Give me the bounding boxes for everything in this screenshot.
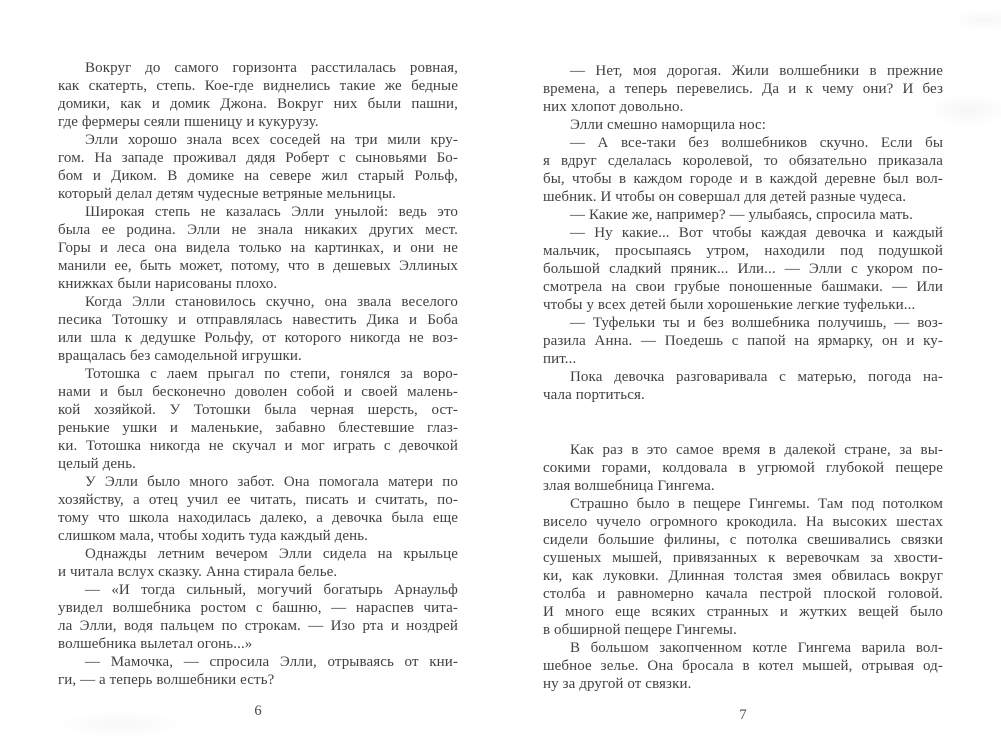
paragraph (58, 131, 458, 203)
text-line: сокими горами, колдовала в угрюмой глубокой пещере (543, 460, 943, 476)
text-line: Элли хорошо знала всех соседей на три мили кру- (85, 132, 458, 148)
text-line: Когда Элли становилось скучно, она звала веселого (85, 294, 458, 310)
text-line: чтобы у всех детей были хорошенькие легкие туфельки... (543, 297, 916, 313)
text-line: большой сладкий пряник... Или... — Элли с укором по- (543, 261, 943, 277)
text-line: разила Анна. — Поедешь с папой на ярмарку, он и ку- (543, 333, 943, 349)
paragraph (58, 59, 458, 131)
text-line: я вдруг сделалась королевой, то обязательно приказала (543, 153, 943, 169)
text-line: шебник. И чтобы он совершал для детей разные чудеса. (543, 189, 907, 205)
text-line: — «И тогда сильный, могучий богатырь Арнаульф (85, 582, 458, 598)
text-line: где фермеры сеяли пшеницу и кукурузу. (58, 114, 319, 130)
text-line: бом и Диком. В домике на севере жил старый Рольф, (58, 168, 458, 184)
text-line: ки. Тотошка никогда не скучал и мог играть с девочкой (58, 438, 458, 454)
page-number-right: 7 (739, 707, 747, 723)
paragraph (58, 293, 458, 365)
text-line: Как раз в это самое время в далекой стране, за вы- (570, 442, 943, 458)
paragraph (543, 441, 943, 495)
paragraph (58, 581, 458, 653)
text-line: была ее родина. Элли не знала никаких других мест. (58, 222, 458, 238)
text-line: вращалась без самодельной игрушки. (58, 348, 302, 364)
page-number-left: 6 (254, 703, 262, 719)
text-line: — Мамочка, — спросила Элли, отрываясь от кни- (85, 654, 458, 670)
paragraph (543, 116, 943, 134)
text-line: висело чучело огромного крокодила. На высоких шестах (543, 514, 943, 530)
text-line: чала портиться. (543, 387, 645, 403)
text-line: бы, чтобы в каждом городе и в каждой деревне был вол- (543, 171, 943, 187)
paragraph (58, 365, 458, 473)
text-line: пит... (543, 351, 577, 367)
text-line: слишком мала, чтобы ходить туда каждый день. (58, 528, 369, 544)
text-line: книжках были нарисованы плохо. (58, 276, 278, 292)
text-line: злая волшебница Гингема. (543, 478, 715, 494)
page-left (58, 59, 458, 720)
text-line: мальчик, просыпаясь утром, находили под подушкой (543, 243, 943, 259)
text-line: — Ну какие... Вот чтобы каждая девочка и каждый (570, 225, 943, 241)
text-line: — Туфельки ты и без волшебника получишь, — воз- (570, 315, 943, 331)
text-line: который делал детям чудесные ветряные мельницы. (58, 186, 396, 202)
text-line: манили ее, быть может, потому, что в дешевых Эллиных (58, 258, 458, 274)
text-line: У Элли было много забот. Она помогала матери по (85, 474, 458, 490)
text-line: Вокруг до самого горизонта расстилалась ровная, (85, 60, 458, 76)
text-line: гом. На западе проживал дядя Роберт с сыновьями Бо- (58, 150, 458, 166)
text-line: в обширной пещере Гингемы. (543, 622, 737, 638)
paragraph (58, 545, 458, 581)
text-line: ла Элли, водя пальцем по строкам. — Изо рта и ноздрей (58, 618, 458, 634)
text-line: Однажды летним вечером Элли сидела на крыльце (85, 546, 458, 562)
text-line: кой хозяйкой. У Тотошки была черная шерсть, ост- (58, 402, 458, 418)
text-line: Тотошка с лаем прыгал по степи, гонялся за воро- (85, 366, 458, 382)
page-left-text (58, 59, 458, 689)
text-line: домики, как и домик Джона. Вокруг них были пашни, (58, 96, 458, 112)
text-line: — А все-таки без волшебников скучно. Если бы (570, 135, 943, 151)
paragraph (543, 206, 943, 224)
paragraph (543, 495, 943, 639)
text-line: времена, а теперь перевелись. Да и к чему они? И без (543, 81, 943, 97)
text-line: смотрела на свои грубые поношенные башмаки. — Или (543, 279, 943, 295)
paragraph (58, 473, 458, 545)
text-line: ренькие ушки и маленькие, забавно блестевшие глаз- (58, 420, 458, 436)
page-right-text (543, 62, 943, 693)
text-line: Пока девочка разговаривала с матерью, погода на- (570, 369, 943, 385)
paragraph (58, 653, 458, 689)
text-line: Элли смешно наморщила нос: (570, 117, 767, 133)
text-line: как скатерть, степь. Кое-где виднелись такие же бедные (58, 78, 458, 94)
text-line: Широкая степь не казалась Элли унылой: ведь это (85, 204, 458, 220)
text-line: или шла к дедушке Рольфу, от которого никогда не воз- (58, 330, 458, 346)
page-right (543, 62, 943, 724)
text-line: Страшно было в пещере Гингемы. Там под потолком (570, 496, 943, 512)
paragraph (543, 134, 943, 206)
paragraph (543, 62, 943, 116)
text-line: — Какие же, например? — улыбаясь, спросила мать. (570, 207, 913, 223)
paragraph (543, 639, 943, 693)
text-line: ну за другой от связки. (543, 676, 692, 692)
text-line: песика Тотошку и отправлялась навестить Дика и Боба (58, 312, 458, 328)
text-line: сушеных мышей, привязанных к веревочкам за хвости- (543, 550, 943, 566)
text-line: сидели большие филины, с потолка свешивались связки (543, 532, 943, 548)
text-line: увидел волшебника ростом с башню, — нараспев чита- (58, 600, 458, 616)
paragraph (58, 203, 458, 293)
text-line: ки, как луковки. Длинная толстая змея обвилась вокруг (543, 568, 943, 584)
text-line: и читала вслух сказку. Анна стирала белье. (58, 564, 338, 580)
text-line: тому что школа находилась далеко, а девочка была еще (58, 510, 458, 526)
paragraph (543, 368, 943, 404)
text-line: В большом закопченном котле Гингема варила вол- (570, 640, 943, 656)
text-line: волшебника вылетал огонь...» (58, 636, 253, 652)
text-line: нами и был бесконечно доволен собой и своей малень- (58, 384, 458, 400)
text-line: шебное зелье. Она бросала в котел мышей, отрывая од- (543, 658, 943, 674)
text-line: столба и равномерно качала пестрой плоской головой. (543, 586, 943, 602)
text-line: — Нет, моя дорогая. Жили волшебники в прежние (570, 63, 943, 79)
text-line: хозяйству, а отец учил ее читать, писать и считать, по- (58, 492, 458, 508)
text-line: И много еще всяких странных и жутких вещей было (543, 604, 943, 620)
paragraph (543, 314, 943, 368)
text-line: ги, — а теперь волшебники есть? (58, 672, 275, 688)
paragraph (543, 224, 943, 314)
text-line: Горы и леса она видела только на картинках, и они не (58, 240, 458, 256)
text-line: целый день. (58, 456, 137, 472)
text-line: них хлопот довольно. (543, 99, 684, 115)
